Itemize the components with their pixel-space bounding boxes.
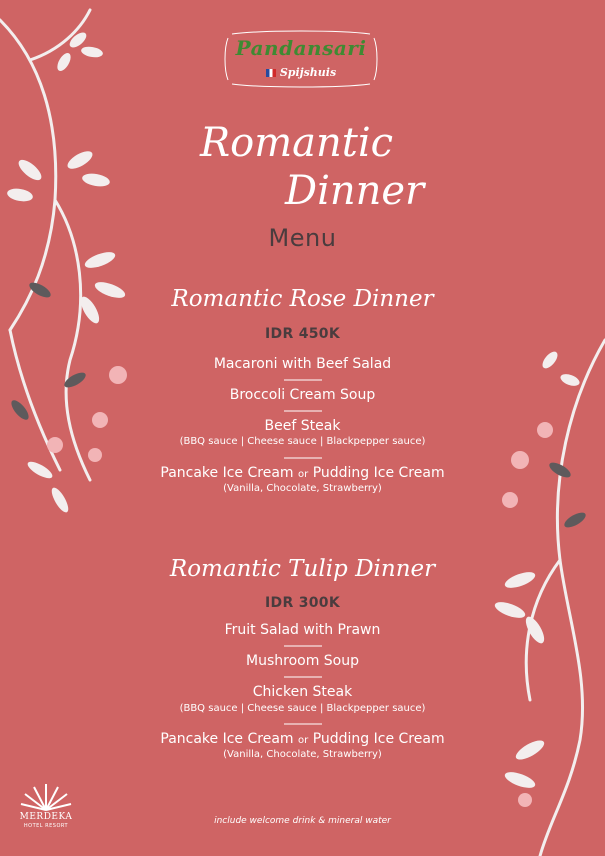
dutch-flag-icon <box>266 69 276 77</box>
menu-item-7-note: (BBQ sauce | Cheese sauce | Blackpepper sauce) <box>179 703 426 714</box>
brand-name: MERDEKA <box>19 812 73 822</box>
menu-item-1: Macaroni with Beef Salad <box>213 356 392 372</box>
divider-flourish <box>284 456 322 460</box>
title-romantic: Romantic <box>200 120 394 166</box>
menu-item-8-note: (Vanilla, Chocolate, Strawberry) <box>223 749 382 760</box>
package-price-rose: IDR 450K <box>265 326 340 342</box>
divider-flourish <box>284 722 322 726</box>
divider-flourish <box>284 644 322 648</box>
divider-flourish <box>284 409 322 413</box>
divider-flourish <box>284 675 322 679</box>
package-price-tulip: IDR 300K <box>265 595 340 611</box>
footer-note: include welcome drink & mineral water <box>214 816 391 826</box>
menu-item-6: Mushroom Soup <box>246 653 359 669</box>
menu-item-3-note: (BBQ sauce | Cheese sauce | Blackpepper sauce) <box>179 436 426 447</box>
menu-item-8 <box>0 731 605 747</box>
menu-item-8-a: Pancake Ice Cream <box>160 731 294 747</box>
menu-item-8-b: Pudding Ice Cream <box>312 731 445 747</box>
menu-item-8-or: or <box>298 735 309 746</box>
menu-item-3: Beef Steak <box>264 418 341 434</box>
divider-flourish <box>284 378 322 382</box>
restaurant-logo <box>222 28 380 90</box>
logo-sub-text: Spijshuis <box>279 66 337 79</box>
logo-subtitle <box>222 66 380 79</box>
menu-heading: Menu <box>268 224 337 252</box>
menu-item-4-or: or <box>298 469 309 480</box>
menu-item-2: Broccoli Cream Soup <box>229 387 376 403</box>
title-dinner: Dinner <box>285 168 425 214</box>
sun-icon <box>18 778 74 812</box>
package-title-rose: Romantic Rose Dinner <box>171 286 434 312</box>
menu-item-4-note: (Vanilla, Chocolate, Strawberry) <box>223 483 382 494</box>
menu-item-4-a: Pancake Ice Cream <box>160 465 294 481</box>
brand-sub: HOTEL RESORT <box>23 823 69 829</box>
menu-item-5: Fruit Salad with Prawn <box>224 622 381 638</box>
logo-name: Pandansari <box>235 36 367 60</box>
menu-item-4 <box>0 465 605 481</box>
menu-item-7: Chicken Steak <box>252 684 353 700</box>
menu-item-4-b: Pudding Ice Cream <box>312 465 445 481</box>
package-title-tulip: Romantic Tulip Dinner <box>169 556 436 582</box>
merdeka-logo <box>18 778 74 830</box>
